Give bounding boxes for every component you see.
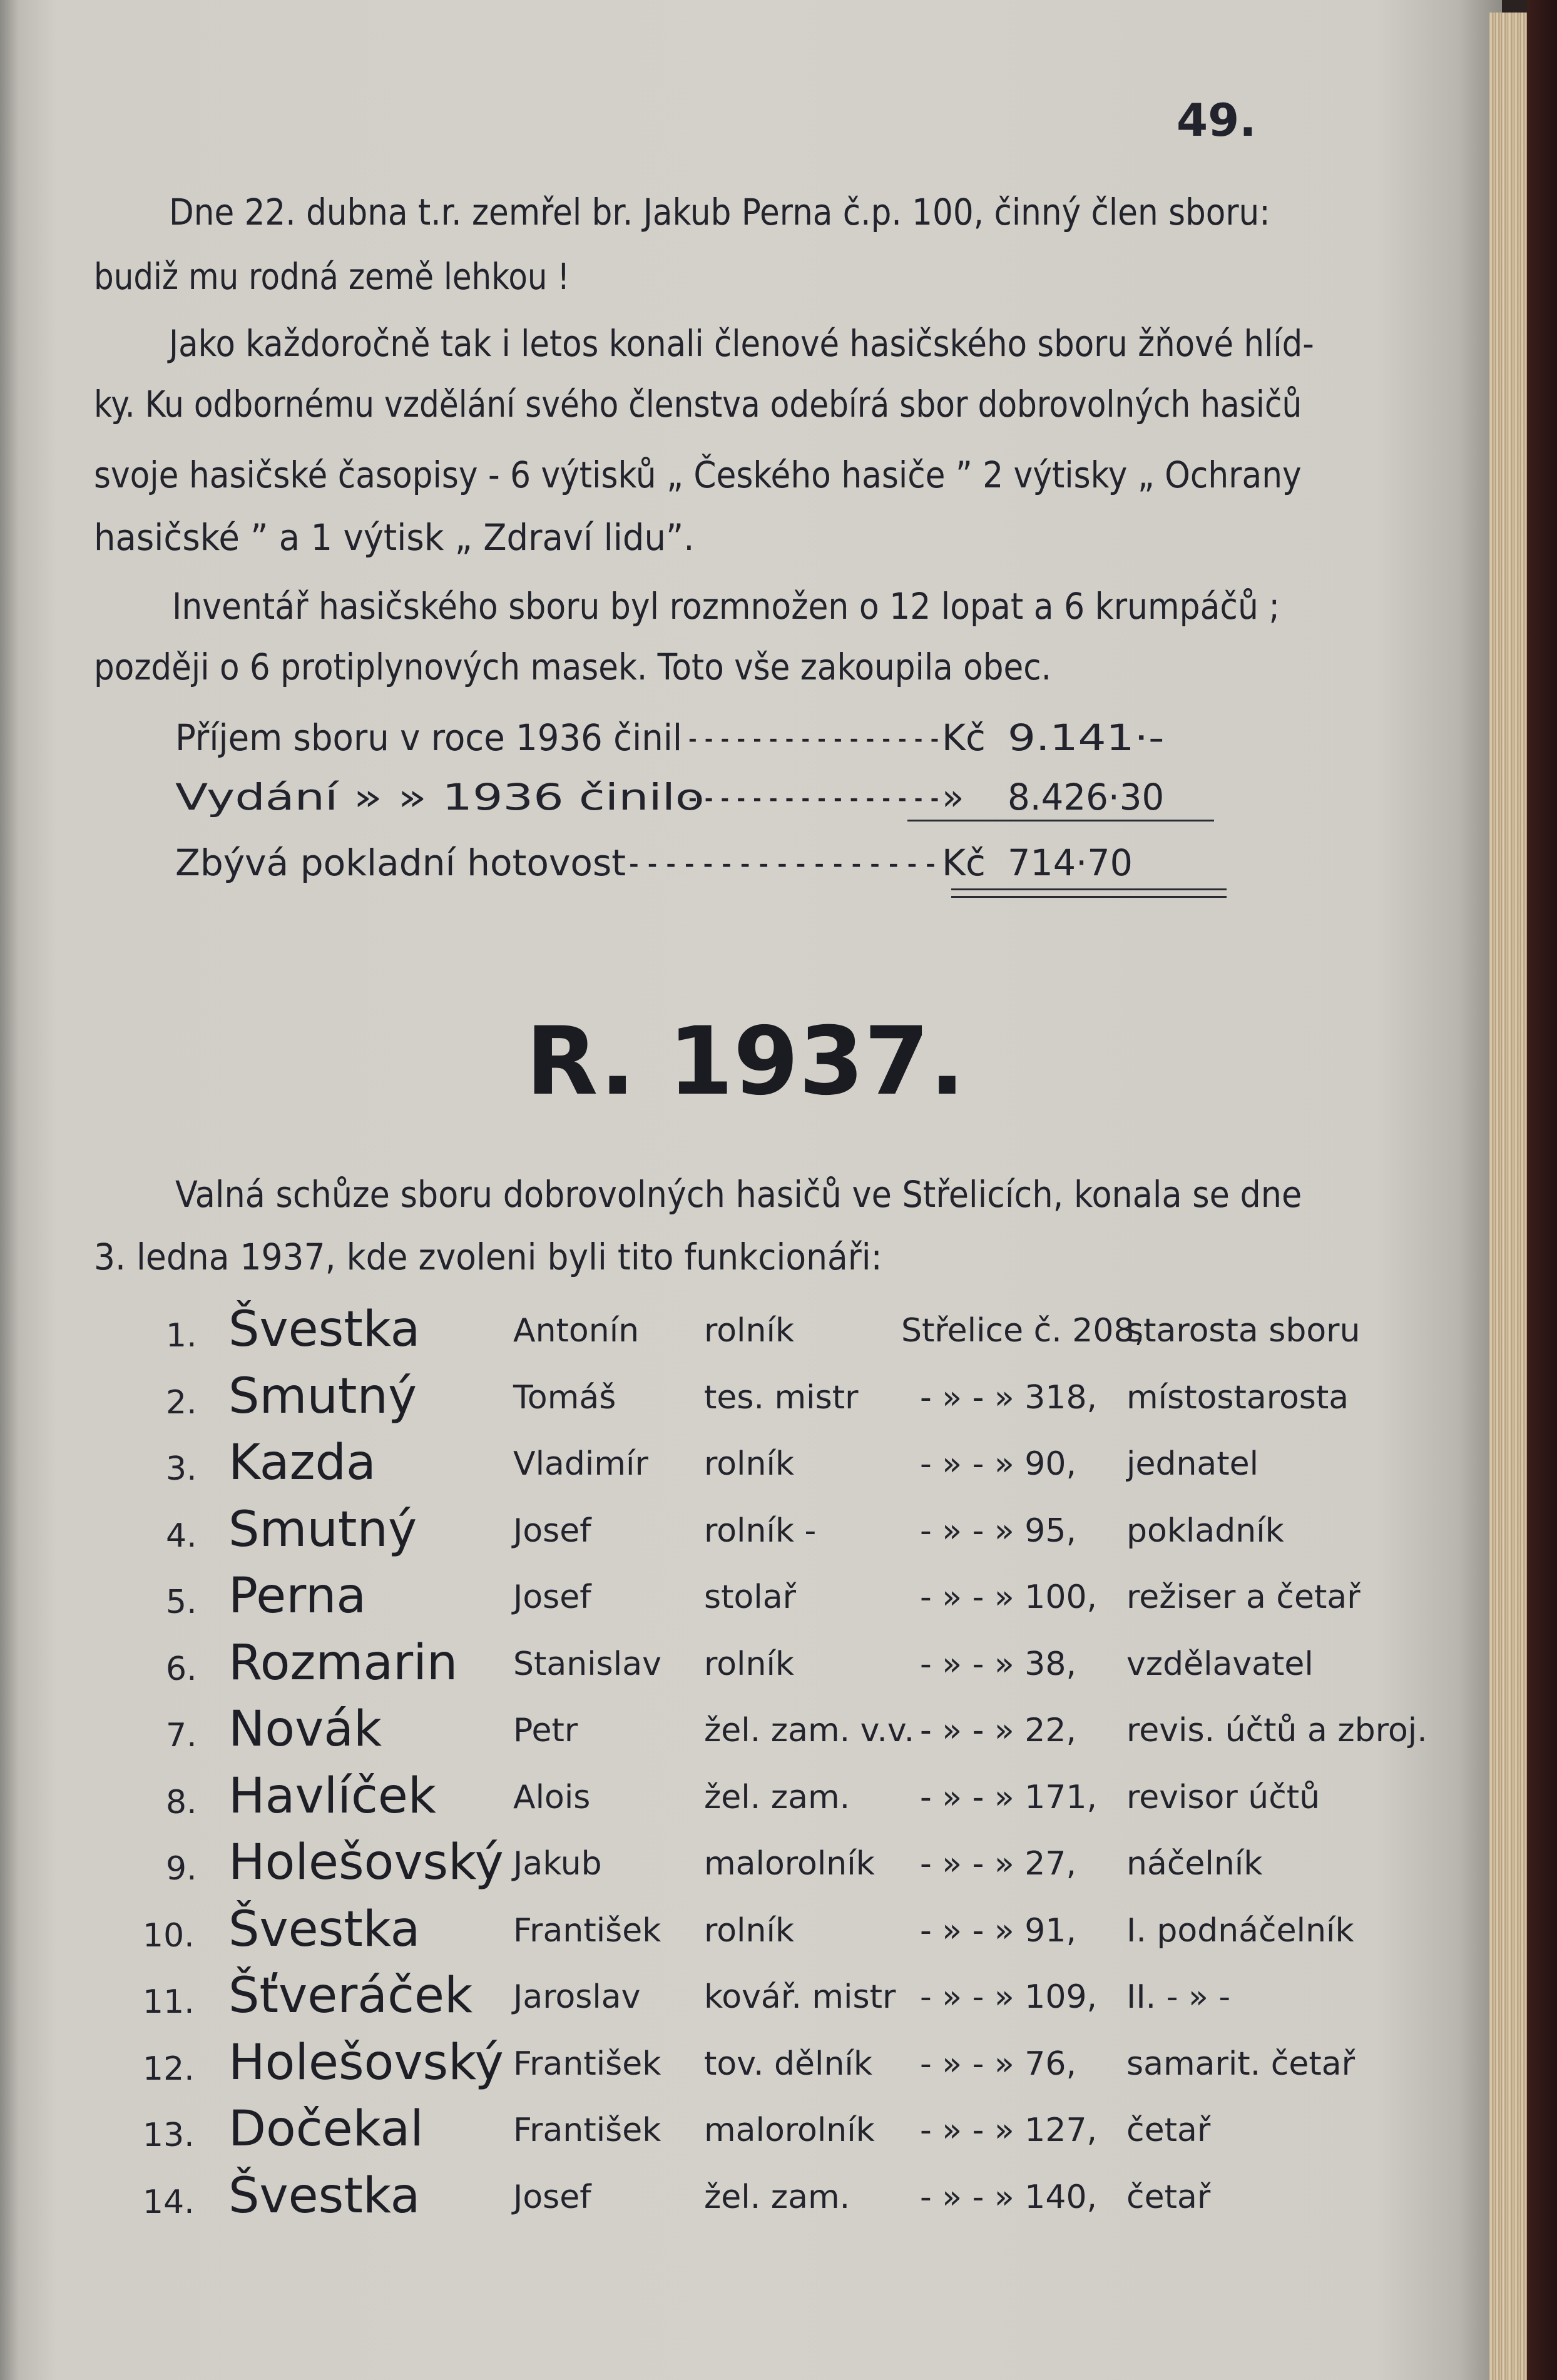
address: - » - » 38, [920,1645,1076,1683]
role: II. - » - [1126,1978,1231,2016]
occupation: malorolník [704,2112,875,2149]
row-number: 5. [166,1584,197,1621]
row-number: 13. [143,2117,195,2154]
occupation: rolník [704,1912,795,1950]
role: náčelník [1126,1845,1263,1883]
address: - » - » 90, [920,1445,1076,1483]
address: - » - » 22, [920,1712,1076,1749]
first-name: Antonín [513,1312,640,1350]
address: Střelice č. 208, [901,1312,1145,1350]
text-line: budiž mu rodná země lehkou ! [94,255,570,298]
surname: Perna [228,1568,367,1624]
occupation: rolník - [704,1512,817,1550]
surname: Smutný [228,1502,417,1558]
page-number: 49. [1177,94,1257,146]
address: - » - » 318, [920,1379,1098,1416]
finance-currency: Kč [942,842,986,884]
finance-currency: » [942,776,964,818]
address: - » - » 140, [920,2179,1098,2216]
role: pokladník [1126,1512,1284,1550]
surname: Švestka [228,2168,421,2224]
row-number: 11. [143,1983,195,2021]
surname: Holešovský [228,1834,504,1891]
finance-leader: - - - - - - - - - - - - - - - - - [629,842,936,884]
surname: Smutný [228,1368,417,1425]
text-line: Dne 22. dubna t.r. zemřel br. Jakub Perna č.p. 100, činný člen sboru: [169,191,1270,233]
address: - » - » 95, [920,1512,1076,1550]
sum-rule [907,820,1214,821]
role: místostarosta [1126,1379,1349,1416]
finance-label: Vydání » » 1936 činilo [175,776,705,818]
address: - » - » 76, [920,2045,1076,2083]
address: - » - » 127, [920,2112,1098,2149]
surname: Švestka [228,1301,421,1358]
text-line: ky. Ku odbornému vzdělání svého členstva odebírá sbor dobrovolných hasičů [94,383,1302,425]
occupation: rolník [704,1445,795,1483]
first-name: Vladimír [513,1445,648,1483]
role: samarit. četař [1126,2045,1355,2083]
first-name: Tomáš [513,1379,616,1416]
occupation: tes. mistr [704,1379,859,1416]
finance-currency: Kč [942,716,986,759]
finance-amount: 9.141·- [1008,716,1165,759]
role: starosta sboru [1126,1312,1360,1350]
intro-line: 3. ledna 1937, kde zvoleni byli tito funkcionáři: [94,1236,882,1278]
surname: Rozmarin [228,1635,458,1691]
text-line: hasičské ” a 1 výtisk „ Zdraví lidu”. [94,516,695,559]
first-name: František [513,1912,661,1950]
total-rule-upper [951,888,1227,890]
first-name: Jakub [513,1845,602,1883]
occupation: malorolník [704,1845,875,1883]
role: vzdělavatel [1126,1645,1314,1683]
row-number: 12. [143,2050,195,2088]
surname: Švestka [228,1901,421,1958]
address: - » - » 109, [920,1978,1098,2016]
surname: Holešovský [228,2035,504,2091]
finance-leader: - - - - - - - - - - - - - - - - [688,776,939,818]
finance-label: Zbývá pokladní hotovost [175,842,626,884]
first-name: František [513,2112,661,2149]
text-line: Inventář hasičského sboru byl rozmnožen o 12 lopat a 6 krumpáčů ; [172,585,1280,628]
surname: Kazda [228,1435,376,1491]
year-heading: R. 1937. [526,1007,965,1116]
row-number: 14. [143,2184,195,2221]
row-number: 10. [143,1917,195,1955]
row-number: 6. [166,1650,197,1688]
occupation: žel. zam. [704,1779,850,1816]
role: revis. účtů a zbroj. [1126,1712,1427,1749]
finance-amount: 714·70 [1008,842,1133,884]
text-line: Jako každoročně tak i letos konali členové hasičského sboru žňové hlíd- [169,322,1314,365]
occupation: tov. dělník [704,2045,872,2083]
finance-amount: 8.426·30 [1008,776,1165,818]
row-number: 7. [166,1717,197,1754]
finance-label: Příjem sboru v roce 1936 činil [175,716,683,759]
row-number: 4. [166,1517,197,1555]
row-number: 3. [166,1450,197,1488]
first-name: Josef [513,2179,591,2216]
first-name: Josef [513,1579,591,1616]
text-line: později o 6 protiplynových masek. Toto vše zakoupila obec. [94,646,1052,688]
first-name: Josef [513,1512,591,1550]
first-name: František [513,2045,661,2083]
address: - » - » 27, [920,1845,1076,1883]
intro-line: Valná schůze sboru dobrovolných hasičů ve Střelicích, konala se dne [175,1173,1302,1216]
occupation: stolař [704,1579,796,1616]
book-binding [1527,0,1557,2380]
row-number: 9. [166,1850,197,1888]
first-name: Alois [513,1779,591,1816]
first-name: Jaroslav [513,1978,641,2016]
finance-leader: - - - - - - - - - - - - - - - - [688,716,939,759]
first-name: Petr [513,1712,578,1749]
role: četař [1126,2112,1211,2149]
total-rule-lower [951,896,1227,898]
role: režiser a četař [1126,1579,1360,1616]
surname: Havlíček [228,1768,436,1824]
occupation: žel. zam. v.v. [704,1712,915,1749]
row-number: 1. [166,1317,197,1355]
role: revisor účtů [1126,1779,1320,1816]
text-line: svoje hasičské časopisy - 6 výtisků „ Českého hasiče ” 2 výtisky „ Ochrany [94,454,1302,496]
address: - » - » 100, [920,1579,1098,1616]
role: jednatel [1126,1445,1259,1483]
role: četař [1126,2179,1211,2216]
surname: Novák [228,1701,382,1757]
role: I. podnáčelník [1126,1912,1354,1950]
surname: Dočekal [228,2101,424,2157]
row-number: 8. [166,1784,197,1821]
occupation: žel. zam. [704,2179,850,2216]
first-name: Stanislav [513,1645,661,1683]
row-number: 2. [166,1384,197,1421]
occupation: rolník [704,1312,795,1350]
occupation: kovář. mistr [704,1978,896,2016]
address: - » - » 171, [920,1779,1098,1816]
surname: Šťveráček [228,1968,473,2024]
address: - » - » 91, [920,1912,1076,1950]
occupation: rolník [704,1645,795,1683]
